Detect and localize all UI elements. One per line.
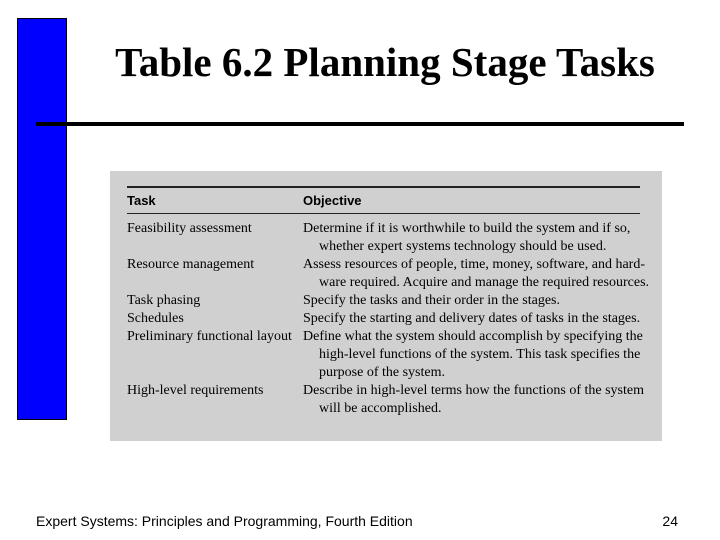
table-row <box>127 328 643 382</box>
header-task: Task <box>127 193 156 208</box>
task-cell: Preliminary functional layout <box>127 329 292 344</box>
objective-line: Describe in high-level terms how the functions of the system <box>303 383 644 398</box>
objective-line: Specify the tasks and their order in the stages. <box>303 293 560 308</box>
table-row <box>127 220 640 256</box>
objective-line: whether expert systems technology should be used. <box>319 239 607 254</box>
objective-line: high-level functions of the system. This task specifies the <box>319 347 641 362</box>
task-cell: Resource management <box>127 257 255 272</box>
objective-cell <box>303 256 649 292</box>
task-cell: Schedules <box>127 311 184 326</box>
decorative-blue-bar <box>17 18 67 420</box>
table-row <box>127 382 644 418</box>
objective-line: Define what the system should accomplish by specifying the <box>303 329 643 344</box>
objective-cell <box>303 220 640 256</box>
planning-tasks-table <box>127 186 650 418</box>
objective-line: Determine if it is worthwhile to build the system and if so, <box>303 221 631 236</box>
task-cell: Task phasing <box>127 293 201 308</box>
objective-line: will be accomplished. <box>319 401 442 416</box>
header-objective: Objective <box>303 193 362 208</box>
objective-line: Specify the starting and delivery dates of tasks in the stages. <box>303 311 641 326</box>
objective-cell <box>303 292 640 310</box>
table-row <box>127 310 640 328</box>
page-number: 24 <box>662 513 678 529</box>
table-row <box>127 292 640 310</box>
objective-cell <box>303 328 643 382</box>
slide-title: Table 6.2 Planning Stage Tasks <box>115 39 655 85</box>
objective-cell <box>303 382 644 418</box>
objective-line: ware required. Acquire and manage the required resources. <box>319 275 650 290</box>
objective-line: Assess resources of people, time, money, software, and hard- <box>303 257 645 272</box>
objective-line: purpose of the system. <box>319 365 445 380</box>
task-cell: Feasibility assessment <box>127 221 252 236</box>
footer-book-title: Expert Systems: Principles and Programming, Fourth Edition <box>36 513 413 529</box>
table-row <box>127 256 650 292</box>
objective-cell <box>303 310 640 328</box>
table-image <box>110 171 662 441</box>
table-body <box>127 214 650 418</box>
table-header-row <box>127 188 640 210</box>
task-cell: High-level requirements <box>127 383 264 398</box>
title-divider <box>36 122 684 126</box>
